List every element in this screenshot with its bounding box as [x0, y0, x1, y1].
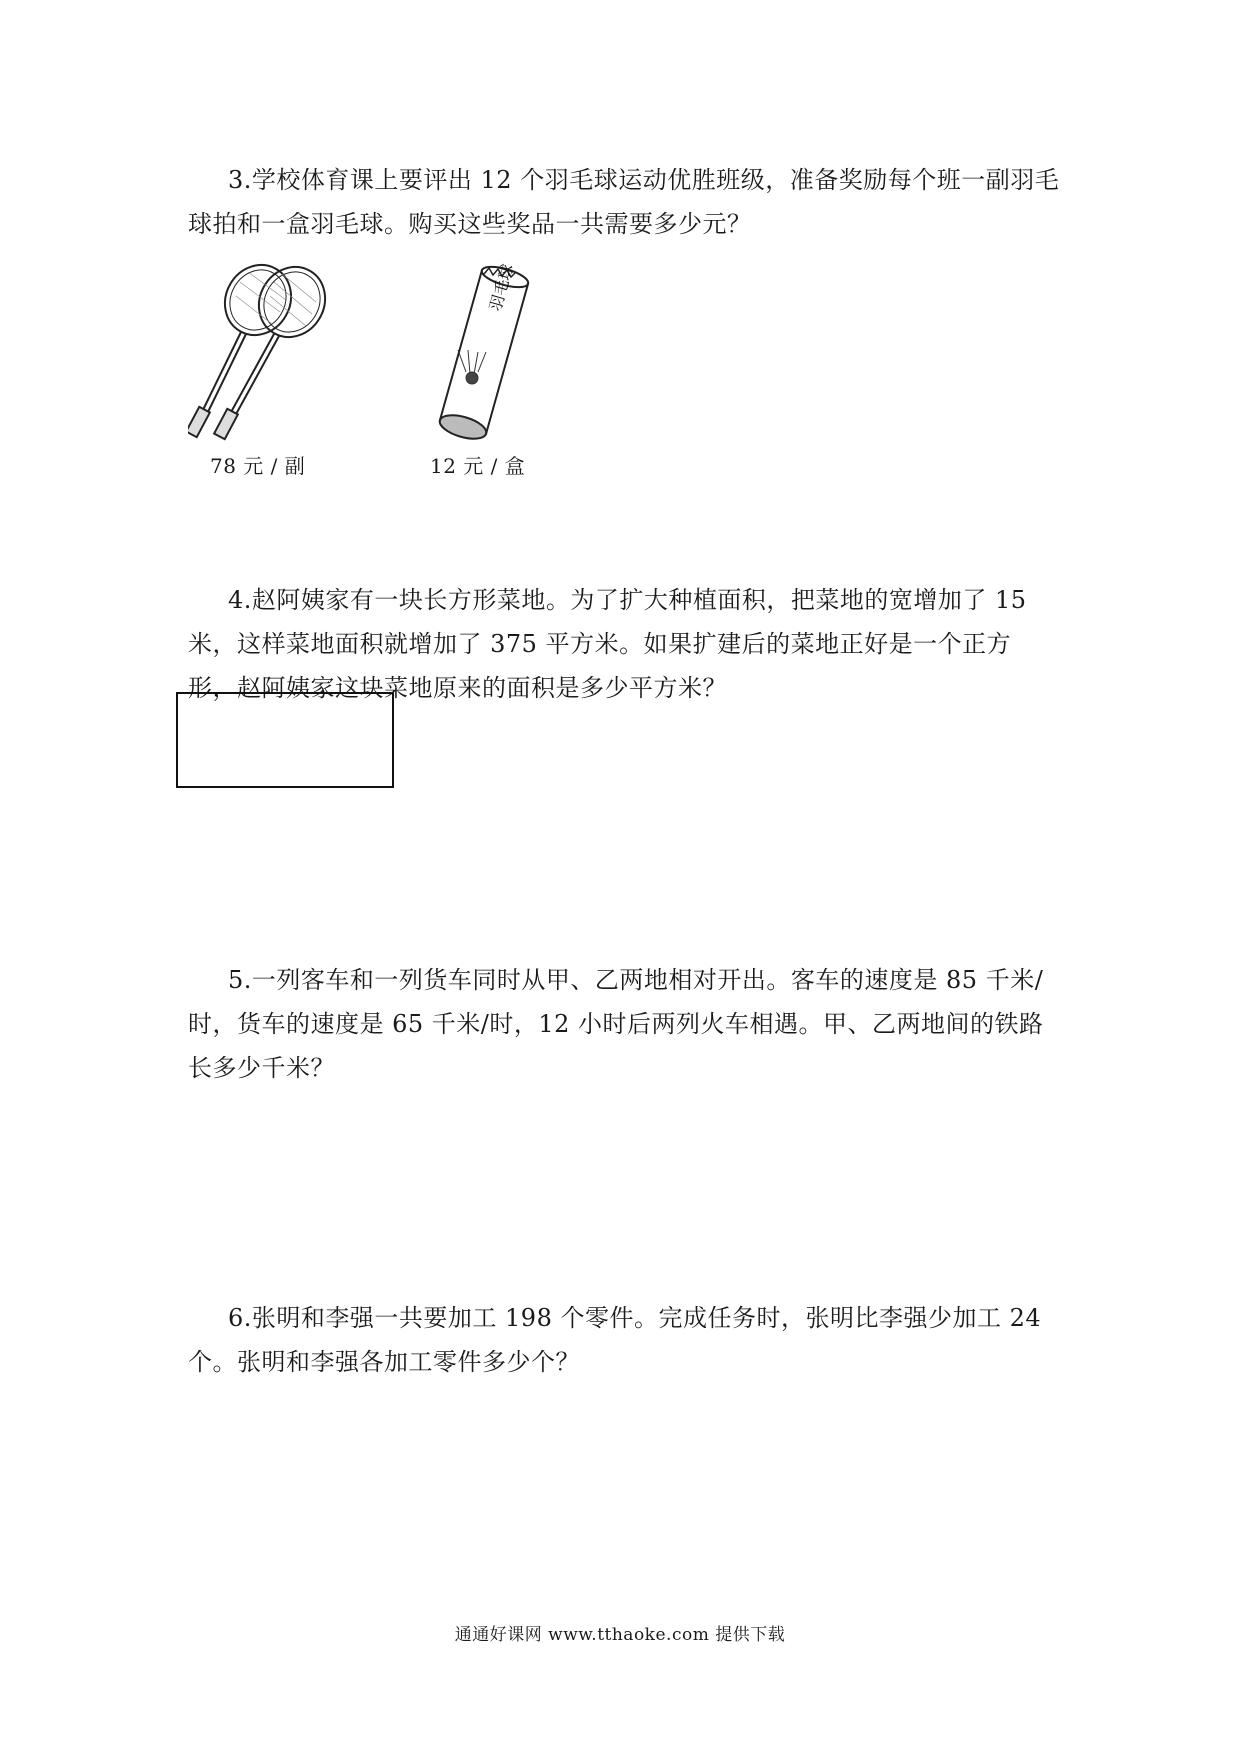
shuttle-price: 12 元 / 盒 — [430, 454, 526, 478]
problem-6-text: 张明和李强一共要加工 198 个零件。完成任务时，张明比李强少加工 24 个。张明和李强各加工零件多少个？ — [188, 1304, 1042, 1376]
racket-price: 78 元 / 副 — [210, 454, 306, 478]
problem-3-number: 3. — [228, 166, 252, 194]
problem-4-text: 赵阿姨家有一块长方形菜地。为了扩大种植面积，把菜地的宽增加了 15 米，这样菜地面积就增加了 375 平方米。如果扩建后的菜地正好是一个正方形，赵阿姨家这块菜地原来的面积是多少平方米？ — [188, 586, 1027, 702]
vegetable-plot-rectangle — [176, 692, 394, 788]
badminton-rackets-figure — [188, 262, 358, 442]
problem-6-number: 6. — [228, 1304, 252, 1332]
problem-6 — [188, 1296, 1060, 1384]
problem-5-number: 5. — [228, 966, 252, 994]
problem-4 — [188, 578, 1060, 710]
problem-4-number: 4. — [228, 586, 252, 614]
problem-5 — [188, 958, 1060, 1090]
problem-3-text: 学校体育课上要评出 12 个羽毛球运动优胜班级，准备奖励每个班一副羽毛球拍和一盒羽毛球。购买这些奖品一共需要多少元？ — [188, 166, 1060, 238]
problem-5-text: 一列客车和一列货车同时从甲、乙两地相对开出。客车的速度是 85 千米/时，货车的速度是 65 千米/时，12 小时后两列火车相遇。甲、乙两地间的铁路长多少千米？ — [188, 966, 1044, 1082]
shuttlecock-tube-figure — [432, 262, 542, 442]
footer-credit: 通通好课网 www.tthaoke.com 提供下载 — [454, 1625, 786, 1645]
problem-3 — [188, 158, 1060, 246]
tube-label: 羽毛球 — [485, 262, 518, 314]
